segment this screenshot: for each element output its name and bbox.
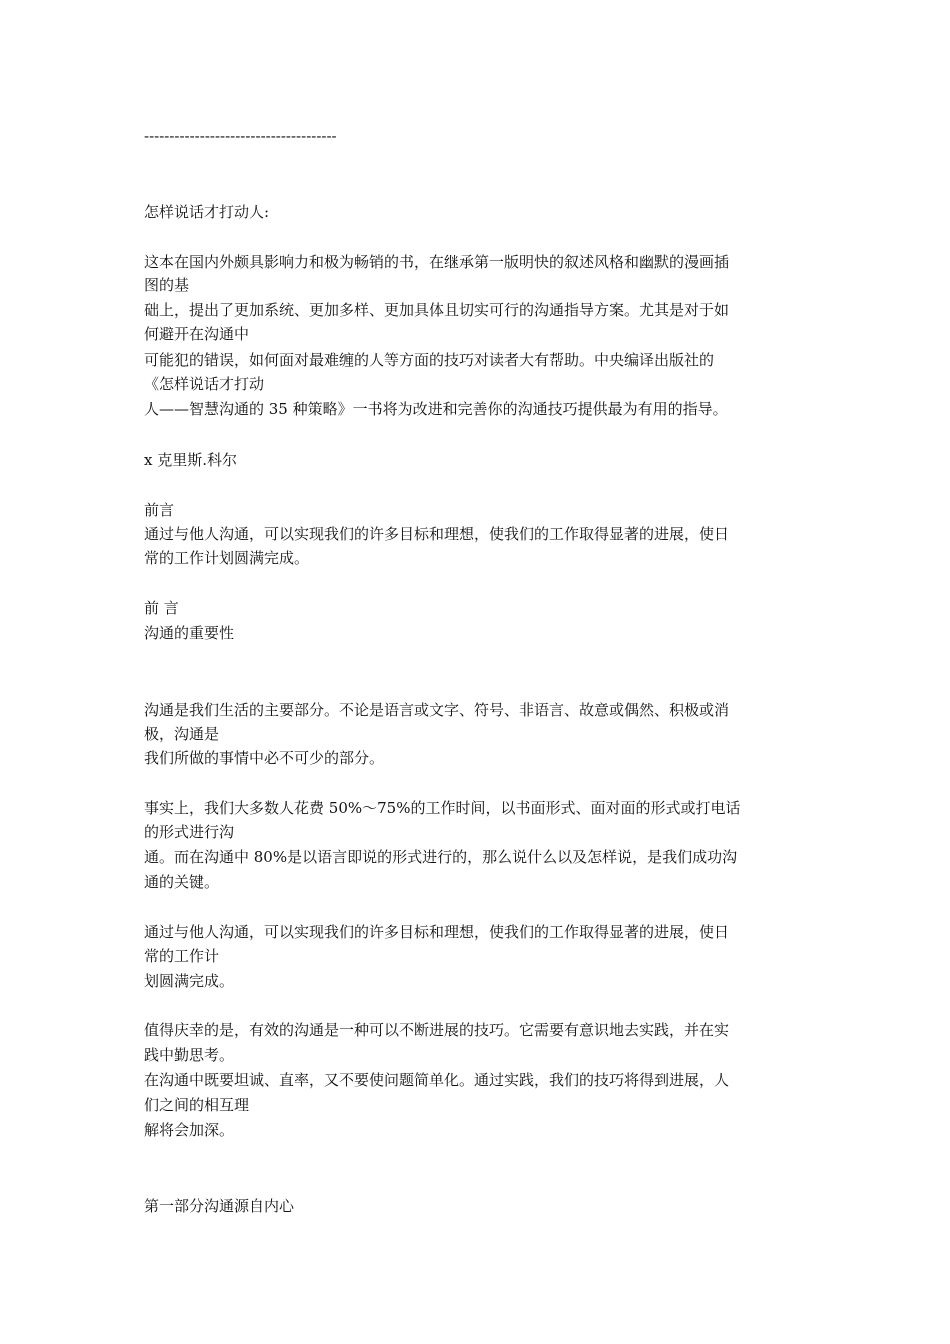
paragraph-line: 通。而在沟通中 80%是以语言即说的形式进行的，那么说什么以及怎样说，是我们成功沟 xyxy=(144,848,738,866)
paragraph-line: 的形式进行沟 xyxy=(144,823,235,841)
intro-line: 图的基 xyxy=(144,276,190,294)
paragraph-line: 沟通是我们生活的主要部分。不论是语言或文字、符号、非语言、故意或偶然、积极或消 xyxy=(144,701,730,719)
section-subheading: 沟通的重要性 xyxy=(144,624,235,642)
part-one-title: 第一部分沟通源自内心 xyxy=(144,1197,295,1215)
preface-heading: 前 言 xyxy=(144,599,179,617)
preface-label: 前言 xyxy=(144,501,175,519)
paragraph-line: 值得庆幸的是，有效的沟通是一种可以不断进展的技巧。它需要有意识地去实践，并在实 xyxy=(144,1021,730,1039)
preface-line: 常的工作计划圆满完成。 xyxy=(144,549,310,567)
paragraph-line: 解将会加深。 xyxy=(144,1121,235,1139)
intro-line: 《怎样说话才打动 xyxy=(144,375,265,393)
book-title: 怎样说话才打动人: xyxy=(144,203,270,221)
paragraph-line: 划圆满完成。 xyxy=(144,972,235,990)
preface-line: 通过与他人沟通，可以实现我们的许多目标和理想，使我们的工作取得显著的进展，使日 xyxy=(144,525,730,543)
intro-line: 可能犯的错误，如何面对最难缠的人等方面的技巧对读者大有帮助。中央编译出版社的 xyxy=(144,351,715,369)
paragraph-line: 在沟通中既要坦诚、直率，又不要使问题简单化。通过实践，我们的技巧将得到进展，人 xyxy=(144,1071,730,1089)
paragraph-line: 通过与他人沟通，可以实现我们的许多目标和理想，使我们的工作取得显著的进展，使日 xyxy=(144,923,730,941)
intro-line: 这本在国内外颇具影响力和极为畅销的书，在继承第一版明快的叙述风格和幽默的漫画插 xyxy=(144,253,730,271)
intro-line: 何避开在沟通中 xyxy=(144,325,250,343)
paragraph-line: 我们所做的事情中必不可少的部分。 xyxy=(144,749,385,767)
intro-line: 人——智慧沟通的 35 种策略》一书将为改进和完善你的沟通技巧提供最为有用的指导。 xyxy=(144,400,728,418)
paragraph-line: 事实上，我们大多数人花费 50%～75%的工作时间，以书面形式、面对面的形式或打电话 xyxy=(144,799,741,817)
intro-line: 础上，提出了更加系统、更加多样、更加具体且切实可行的沟通指导方案。尤其是对于如 xyxy=(144,301,730,319)
paragraph-line: 极，沟通是 xyxy=(144,725,220,743)
paragraph-line: 通的关键。 xyxy=(144,873,220,891)
paragraph-line: 践中勤思考。 xyxy=(144,1046,235,1064)
author-line: x 克里斯.科尔 xyxy=(144,451,237,469)
separator-line: -------------------------------------- xyxy=(144,127,337,145)
paragraph-line: 们之间的相互理 xyxy=(144,1096,250,1114)
paragraph-line: 常的工作计 xyxy=(144,947,220,965)
